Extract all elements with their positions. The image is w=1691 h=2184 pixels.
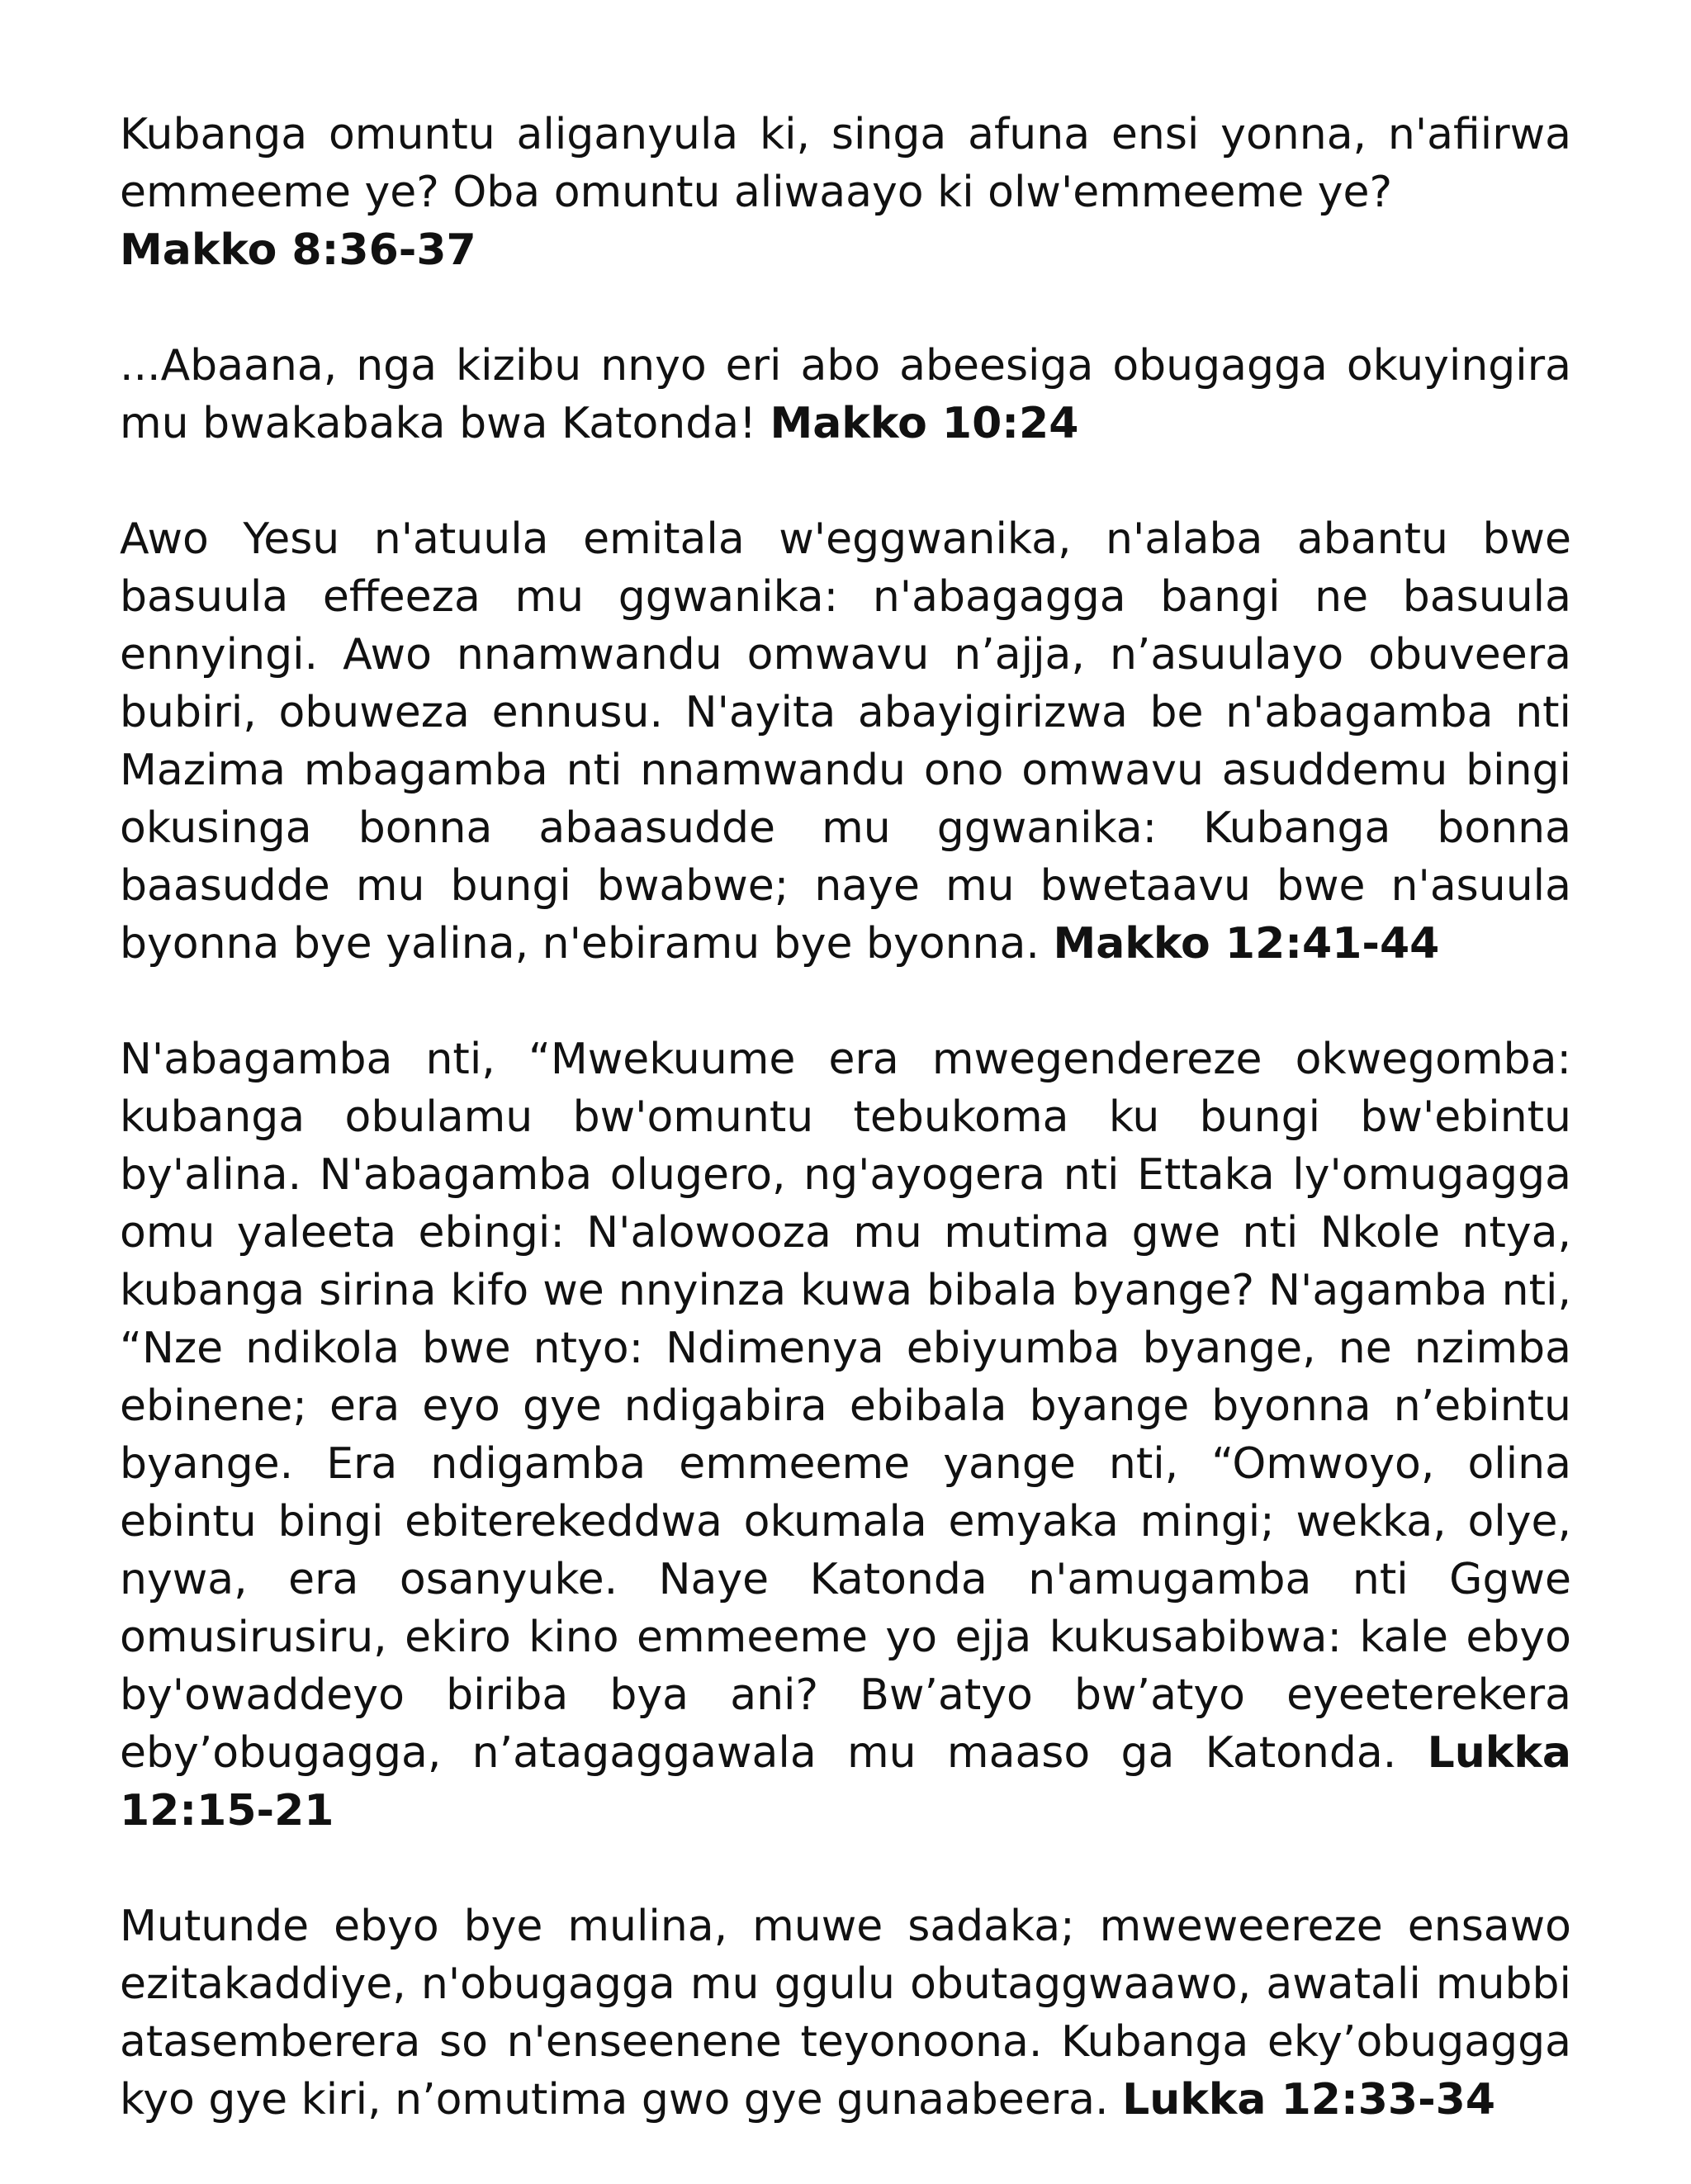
passage-2 — [120, 337, 1571, 452]
verse-reference: Lukka 12:15-21 — [120, 1728, 1572, 1836]
passage-1 — [120, 106, 1571, 279]
passage-text: N'abagamba nti, “Mwekuume era mwegendereze okwegomba: kubanga obulamu bw'omuntu tebukoma ku bungi bw'ebintu by'alina. N'abagamba olugero, ng'ayogera nti Ettaka ly'omugagga omu yaleeta ebingi: N'alowooza mu mutima gwe nti Nkole ntya, kubanga sirina kifo we nnyinza kuwa bibala byange? N'agamba nti, “Nze ndikola bwe ntyo: Ndimenya ebiyumba byange, ne nzimba ebinene; era eyo gye ndigabira ebibala byange byonna n’ebintu byange. Era ndigamba emmeeme yange nti, “Omwoyo, olina ebintu bingi ebiterekeddwa okumala emyaka mingi; wekka, olye, nywa, era osanyuke. Naye Katonda n'amugamba nti Ggwe omusirusiru, ekiro kino emmeeme yo ejja kukusabibwa: kale ebyo by'owaddeyo biriba bya ani? Bw’atyo bw’atyo eyeeterekera eby’obugagga, n’atagaggawala mu maaso ga Katonda. — [120, 1035, 1571, 1778]
passage-text: Kubanga omuntu aliganyula ki, singa afuna ensi yonna, n'afiirwa emmeeme ye? Oba omuntu aliwaayo ki olw'emmeeme ye? — [120, 110, 1571, 217]
passage-text: Awo Yesu n'atuula emitala w'eggwanika, n'alaba abantu bwe basuula effeeza mu ggwanika: n'abagagga bangi ne basuula ennyingi. Awo nnamwandu omwavu n’ajja, n’asuulayo obuveera bubiri, obuweza ennusu. N'ayita abayigirizwa be n'abagamba nti Mazima mbagamba nti nnamwandu ono omwavu asuddemu bingi okusinga bonna abaasudde mu ggwanika: Kubanga bonna baasudde mu bungi bwabwe; naye mu bwetaavu bwe n'asuula byonna bye yalina, n'ebiramu bye byonna. — [120, 514, 1571, 969]
verse-reference: Makko 10:24 — [770, 399, 1079, 448]
passage-5 — [120, 1897, 1571, 2129]
verse-reference: Makko 12:41-44 — [1053, 919, 1440, 969]
passage-4 — [120, 1030, 1571, 1840]
verse-reference: Makko 8:36-37 — [120, 225, 476, 275]
passage-text: ...Abaana, nga kizibu nnyo eri abo abeesiga obugagga okuyingira mu bwakabaka bwa Katonda! — [120, 341, 1571, 448]
passage-text: Mutunde ebyo bye mulina, muwe sadaka; mweweereze ensawo ezitakaddiye, n'obugagga mu ggulu obutaggwaawo, awatali mubbi atasemberera so n'enseenene teyonoona. Kubanga eky’obugagga kyo gye kiri, n’omutima gwo gye gunaabeera. — [120, 1902, 1571, 2125]
verse-reference: Lukka 12:33-34 — [1122, 2075, 1496, 2125]
passage-3 — [120, 510, 1571, 973]
scripture-page — [120, 106, 1571, 2129]
